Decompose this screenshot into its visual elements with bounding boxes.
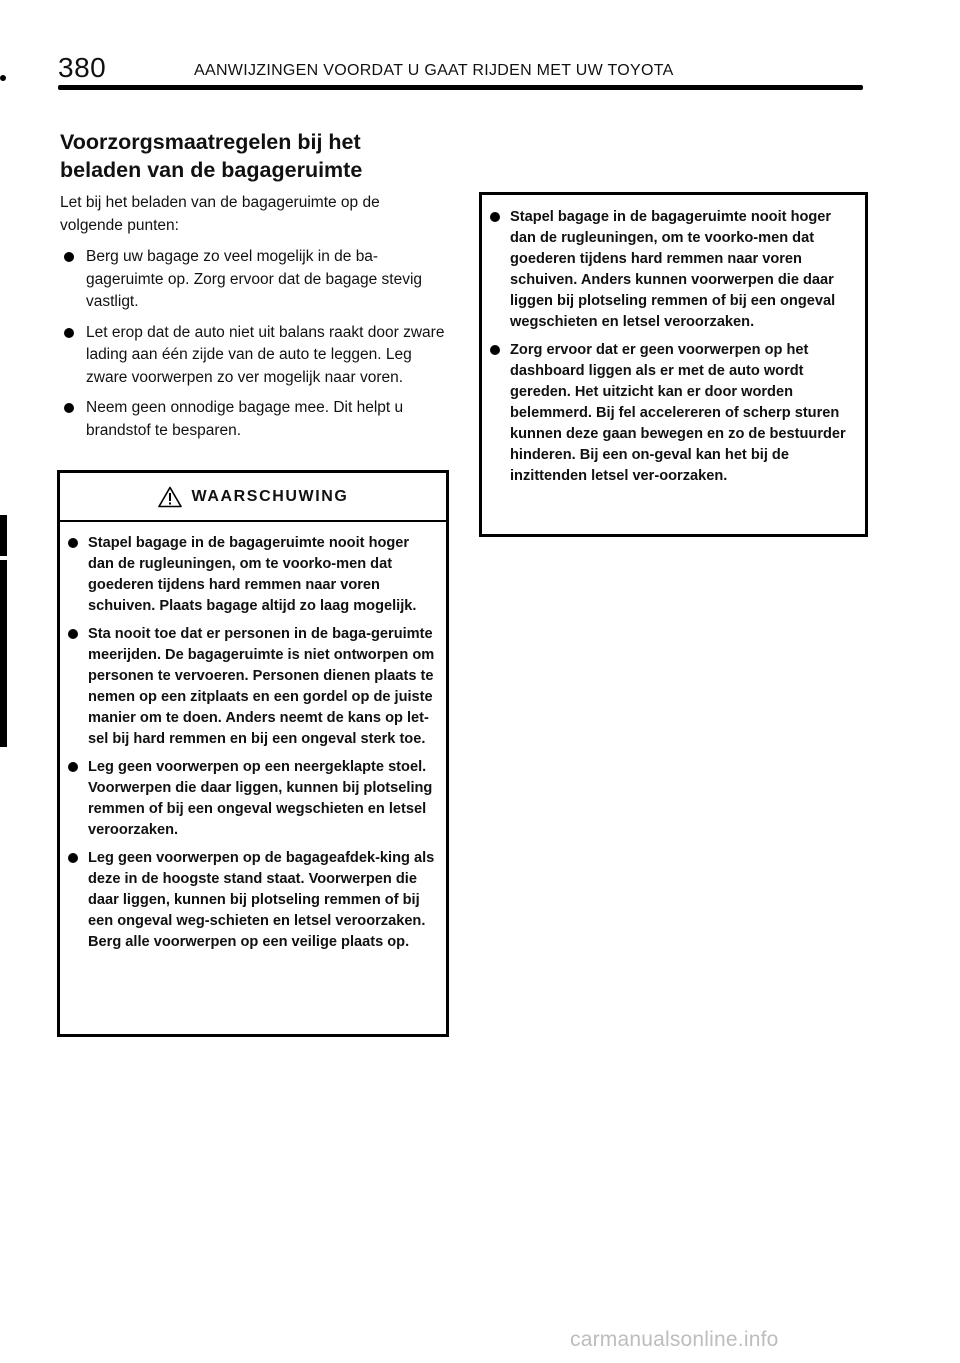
running-header: AANWIJZINGEN VOORDAT U GAAT RIJDEN MET UW TOYOTA: [194, 62, 674, 79]
warning-header: [60, 473, 446, 522]
chapter-margin-tab-gap: [0, 556, 7, 560]
list-item: Zorg ervoor dat er geen voorwerpen op het dashboard liggen als er met de auto wordt gereden. Het uitzicht kan er door worden belemmerd. Bij fel accelereren of scherp sturen kunnen deze gaan bewegen en zo de bestuurder hinderen. Bij een on-geval kan het bij de inzittenden letsel ver-oorzaken.: [488, 340, 857, 487]
warning-heading: WAARSCHUWING: [191, 487, 349, 505]
header-dot: [0, 75, 6, 81]
list-item: Leg geen voorwerpen op de bagageafdek-king als deze in de hoogste stand staat. Voorwerpen die daar liggen, kunnen bij plotseling remmen of bij een ongeval weg-schieten en letsel veroorzaken. Berg alle voorwerpen op een veilige plaats op.: [66, 848, 438, 953]
header-rule: [58, 85, 863, 90]
bullet-list: [60, 246, 448, 450]
chapter-margin-tab: [0, 515, 7, 747]
section-title: Voorzorgsmaatregelen bij het beladen van de bagageruimte: [60, 130, 363, 182]
list-item: Sta nooit toe dat er personen in de baga-geruimte meerijden. De bagageruimte is niet ontworpen om personen te vervoeren. Personen dienen plaats te nemen op een zitplaats en een gordel op de juiste manier om te doen. Anders neemt de kans op let-sel bij hard remmen en bij een ongeval sterk toe.: [66, 624, 438, 750]
list-item: Let erop dat de auto niet uit balans raakt door zware lading aan één zijde van de auto te leggen. Leg zware voorwerpen zo ver mogelijk naar voren.: [60, 322, 448, 390]
warning-list: [60, 522, 446, 953]
list-item: Stapel bagage in de bagageruimte nooit hoger dan de rugleuningen, om te voorko-men dat goederen tijdens hard remmen naar voren schuiven. Plaats bagage altijd zo laag mogelijk.: [66, 533, 438, 617]
list-item: Neem geen onnodige bagage mee. Dit helpt u brandstof te besparen.: [60, 397, 448, 442]
intro-paragraph: Let bij het beladen van de bagageruimte op de volgende punten:: [60, 194, 380, 234]
warning-list: [482, 195, 865, 487]
list-item: Leg geen voorwerpen op een neergeklapte stoel. Voorwerpen die daar liggen, kunnen bij plotseling remmen of bij een ongeval wegschieten en letsel veroorzaken.: [66, 757, 438, 841]
watermark: carmanualsonline.info: [570, 1328, 779, 1351]
warning-triangle-icon: [158, 486, 182, 508]
list-item: Berg uw bagage zo veel mogelijk in de ba-gageruimte op. Zorg ervoor dat de bagage stevig vastligt.: [60, 246, 448, 314]
page-number: 380: [58, 52, 107, 83]
list-item: Stapel bagage in de bagageruimte nooit hoger dan de rugleuningen, om te voorko-men dat goederen tijdens hard remmen naar voren schuiven. Anders kunnen voorwerpen die daar liggen bij plotseling remmen of bij een ongeval wegschieten en letsel veroorzaken.: [488, 207, 857, 333]
warning-box: [57, 470, 449, 1037]
warning-box-continued: [479, 192, 868, 537]
